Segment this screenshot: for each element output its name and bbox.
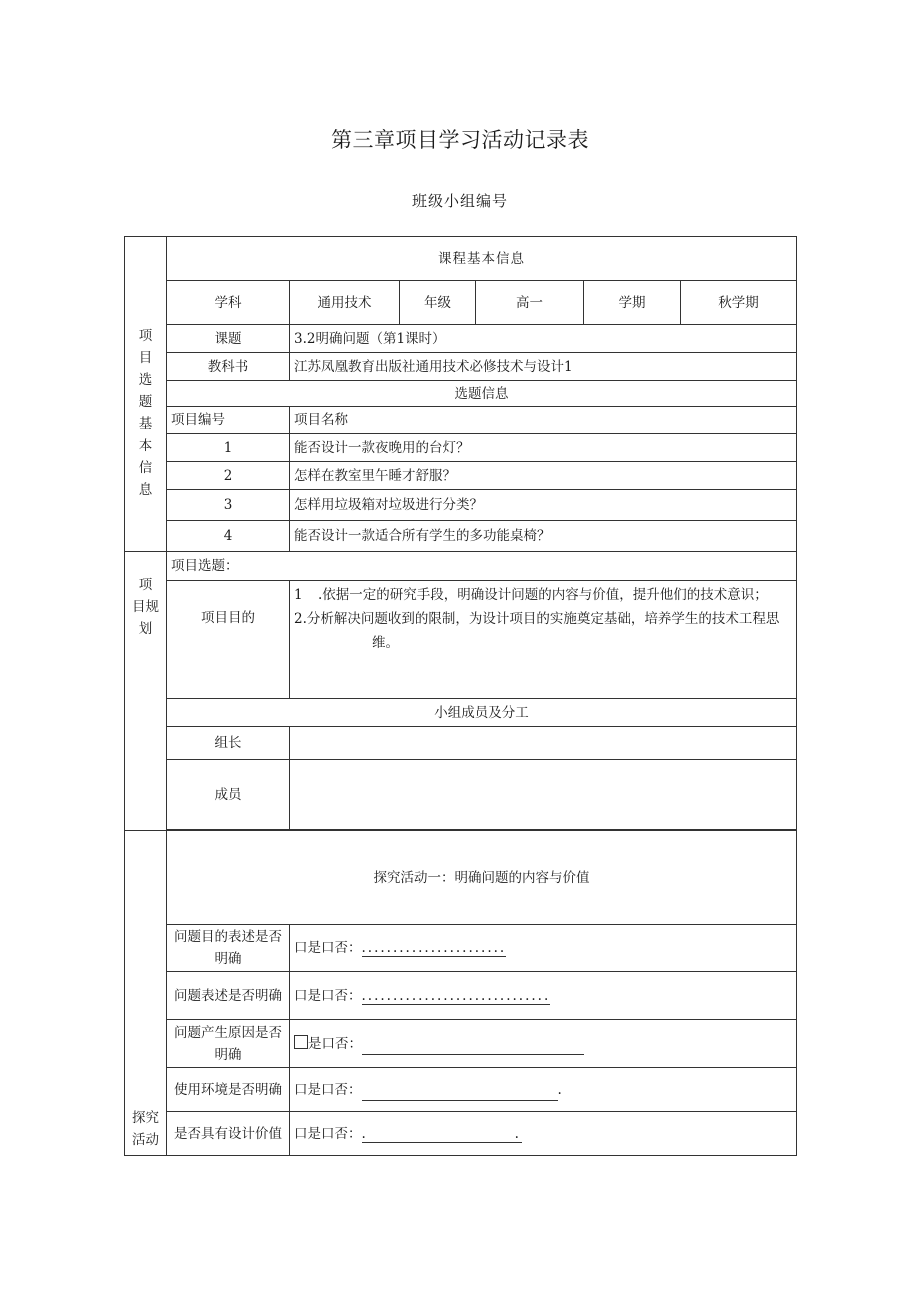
activity-one-heading: 探究活动一：明确问题的内容与价值 (167, 831, 797, 925)
project-name-header: 项目名称 (290, 407, 797, 434)
question-answer[interactable]: 口是口否：.............................. (290, 972, 797, 1020)
question-label: 使用环境是否明确 (167, 1068, 290, 1112)
question-label: 是否具有设计价值 (167, 1112, 290, 1156)
leader-label: 组长 (167, 727, 290, 760)
textbook-value: 江苏凤凰教育出版社通用技术必修技术与设计1 (290, 353, 797, 381)
subject-label: 学科 (167, 281, 290, 325)
members-label: 成员 (167, 760, 290, 830)
grade-label: 年级 (400, 281, 476, 325)
section-project-plan-label: 项 目规 划 (125, 552, 167, 831)
question-label: 问题表述是否明确 (167, 972, 290, 1020)
leader-field[interactable] (290, 727, 797, 760)
topic-label: 课题 (167, 325, 290, 353)
project-selection-label: 项目选题： (167, 552, 797, 581)
question-label: 问题产生原因是否明确 (167, 1020, 290, 1068)
selection-info-heading: 选题信息 (167, 381, 797, 407)
project-name: 怎样在教室里午睡才舒服？ (290, 462, 797, 490)
textbook-label: 教科书 (167, 353, 290, 381)
project-purpose-content (290, 581, 797, 699)
answer-line[interactable] (362, 1040, 584, 1055)
question-answer[interactable]: 口是口否：. . (290, 1112, 797, 1156)
project-name: 怎样用垃圾箱对垃圾进行分类？ (290, 490, 797, 521)
section-project-info-label: 项 目 选 题 基 本 信 息 (125, 237, 167, 552)
purpose-item-2: 2.分析解决问题收到的限制，为设计项目的实施奠定基础，培养学生的技术工程思维。 (294, 611, 780, 651)
project-purpose-label: 项目目的 (167, 581, 290, 699)
answer-line[interactable] (362, 1086, 558, 1101)
section-inquiry-activity-label: 探究 活动 (125, 831, 167, 1156)
table-row (125, 490, 797, 521)
table-row (125, 462, 797, 490)
table-row (125, 1068, 797, 1112)
project-number: 3 (167, 490, 290, 521)
table-row (125, 434, 797, 462)
question-answer[interactable]: 口是口否： . (290, 1068, 797, 1112)
project-number-header: 项目编号 (167, 407, 290, 434)
term-value: 秋学期 (681, 281, 797, 325)
project-name: 能否设计一款适合所有学生的多功能桌椅？ (290, 521, 797, 552)
project-name: 能否设计一款夜晚用的台灯？ (290, 434, 797, 462)
project-number: 1 (167, 434, 290, 462)
question-answer[interactable]: 是口否： (290, 1020, 797, 1068)
course-info-heading: 课程基本信息 (167, 237, 797, 281)
checkbox-icon[interactable] (294, 1035, 308, 1049)
question-label: 问题目的表述是否明确 (167, 925, 290, 972)
class-group-number: 班级小组编号 (411, 192, 508, 210)
project-number: 4 (167, 521, 290, 552)
table-row (125, 925, 797, 972)
activity-record-table (124, 236, 797, 1156)
grade-value: 高一 (476, 281, 584, 325)
table-row (125, 972, 797, 1020)
members-field[interactable] (290, 760, 797, 830)
table-row (125, 1020, 797, 1068)
purpose-item-1: 1 .依据一定的研究手段，明确设计问题的内容与价值，提升他们的技术意识； (294, 587, 768, 603)
table-row (125, 521, 797, 552)
topic-value: 3.2明确问题（第1课时） (290, 325, 797, 353)
team-members-heading: 小组成员及分工 (167, 699, 797, 727)
question-answer[interactable]: 口是口否：....................... (290, 925, 797, 972)
project-number: 2 (167, 462, 290, 490)
table-row (125, 1112, 797, 1156)
page-title: 第三章项目学习活动记录表 (331, 128, 589, 152)
subject-value: 通用技术 (290, 281, 400, 325)
term-label: 学期 (584, 281, 681, 325)
